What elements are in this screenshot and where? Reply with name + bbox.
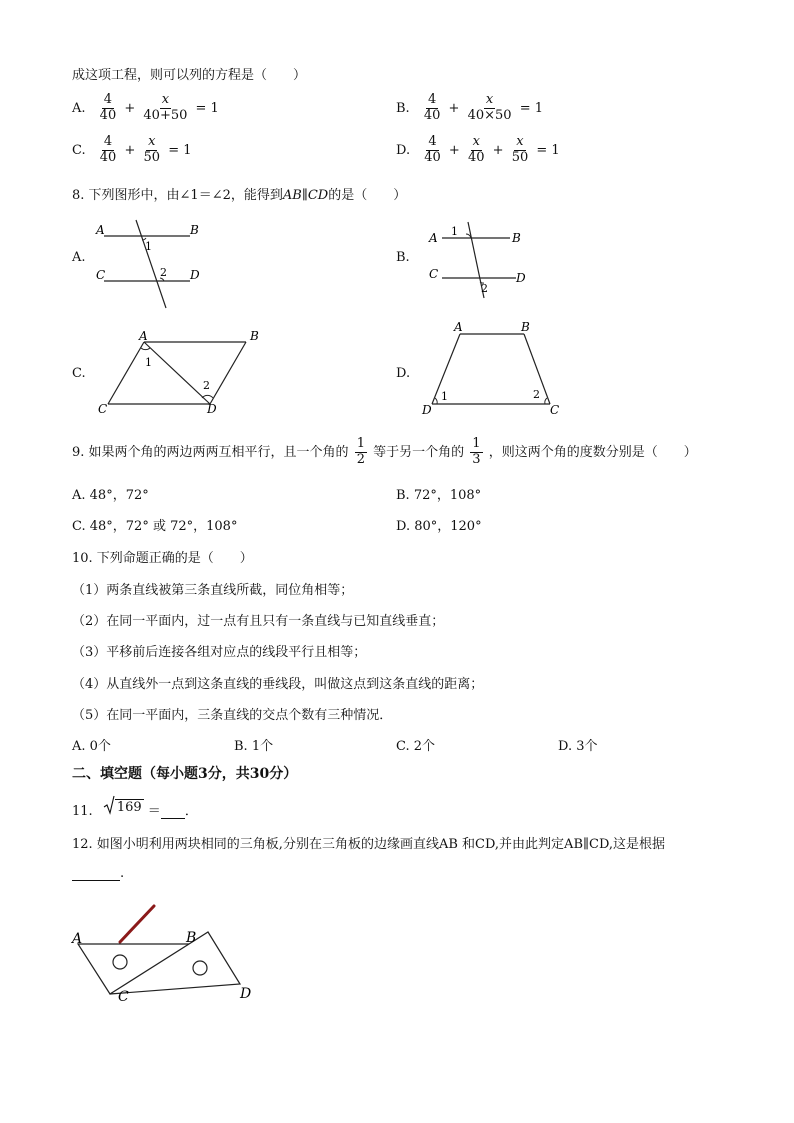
fig-angle-1: 1 xyxy=(451,225,458,238)
answer-blank[interactable] xyxy=(72,880,120,881)
q10-option-d: D. 3个 xyxy=(558,739,598,754)
q7-stem: 成这项工程，则可以列的方程是（ ） xyxy=(72,68,307,83)
fig-label-c: C xyxy=(550,403,560,417)
fig-label-b: B xyxy=(186,930,197,946)
q9-option-d: D. 80°，120° xyxy=(396,519,482,534)
fig-label-c: C xyxy=(429,267,439,281)
q7-option-d: D. $\frac{4}{40}$ + $\frac{x}{40}$ + $\frac{x}{50}$ = 1 xyxy=(396,134,560,165)
q8-stem: 8. 下列图形中，由∠1＝∠2，能得到AB∥CD的是（ ） xyxy=(72,188,407,203)
q10-option-c: C. 2个 xyxy=(396,739,436,754)
fig-angle-1: 1 xyxy=(441,390,448,403)
fig-label-a: A xyxy=(454,320,463,334)
q10-item: （2）在同一平面内，过一点有且只有一条直线与已知直线垂直； xyxy=(72,614,445,629)
q10-item: （1）两条直线被第三条直线所截，同位角相等； xyxy=(72,583,354,598)
fig-label-b: B xyxy=(521,320,530,334)
fraction: $\frac{x}{40+50}$ xyxy=(143,92,188,123)
q8-figure-c xyxy=(92,326,262,418)
q11: 11. 169 ＝ ． xyxy=(72,795,198,819)
q12-figure xyxy=(66,898,266,1008)
q7-option-a: A. $\frac{4}{40}$ + $\frac{x}{40+50}$ = 1 xyxy=(72,92,219,123)
fig-label-a: A xyxy=(139,329,148,343)
q10-option-a: A. 0个 xyxy=(72,739,111,754)
fraction: $\frac{x}{50}$ xyxy=(143,134,161,165)
fig-label-c: C xyxy=(118,989,129,1005)
fig-label-d: D xyxy=(207,402,217,416)
q8-figure-d xyxy=(420,318,570,418)
q12-stem: 12. 如图小明利用两块相同的三角板,分别在三角板的边缘画直线AB 和CD,并由此判定AB∥CD,这是根据 xyxy=(72,837,666,852)
pencil-icon xyxy=(120,906,154,942)
q8-figure-b xyxy=(420,218,540,303)
fig-angle-2: 2 xyxy=(160,266,167,279)
fig-label-d: D xyxy=(190,268,200,282)
q9-stem: 9. 如果两个角的两边两两互相平行，且一个角的 $\frac{1}{2}$ 等于另一个角的 $\frac{1}{3}$ ，则这两个角的度数分别是（ ） xyxy=(72,436,697,467)
fig-angle-2: 2 xyxy=(203,379,210,392)
option-label: D. xyxy=(396,142,411,158)
fig-label-b: B xyxy=(512,231,521,245)
q8-option-b-label: B. xyxy=(396,250,410,265)
option-label: B. xyxy=(396,100,410,116)
fraction: $\frac{1}{2}$ xyxy=(356,436,365,467)
answer-blank[interactable] xyxy=(161,818,185,819)
sqrt-expression: 169 xyxy=(103,795,144,815)
sqrt-sign-icon xyxy=(103,795,115,815)
option-label: C. xyxy=(72,142,86,158)
fig-angle-2: 2 xyxy=(533,388,540,401)
q9-option-b: B. 72°，108° xyxy=(396,488,482,503)
fig-label-b: B xyxy=(250,329,259,343)
fig-label-d: D xyxy=(240,986,252,1002)
section-title: 二、填空题（每小题3分，共30分） xyxy=(72,766,298,782)
fig-label-b: B xyxy=(190,223,199,237)
q10-item: （3）平移前后连接各组对应点的线段平行且相等； xyxy=(72,645,367,660)
q8-figure-a xyxy=(92,218,212,313)
fraction: $\frac{1}{3}$ xyxy=(472,436,481,467)
q8-option-d-label: D. xyxy=(396,366,411,381)
q7-option-b: B. $\frac{4}{40}$ + $\frac{x}{40\times 50}$ = 1 xyxy=(396,92,543,123)
q8-option-a-label: A. xyxy=(72,250,86,265)
q8-condition: AB∥CD xyxy=(282,188,329,203)
fig-label-d: D xyxy=(516,271,526,285)
fig-label-a: A xyxy=(96,223,105,237)
fig-angle-2: 2 xyxy=(481,282,488,295)
fig-label-c: C xyxy=(96,268,106,282)
q8-option-c-label: C. xyxy=(72,366,86,381)
q9-option-c: C. 48°，72° 或 72°，108° xyxy=(72,519,238,534)
fraction: $\frac{x}{40}$ xyxy=(467,134,485,165)
option-label: A. xyxy=(72,100,86,116)
q9-option-a: A. 48°，72° xyxy=(72,488,149,503)
fraction: $\frac{x}{50}$ xyxy=(511,134,529,165)
fig-label-a: A xyxy=(72,931,83,947)
q10-item: （4）从直线外一点到这条直线的垂线段，叫做这点到这条直线的距离； xyxy=(72,677,484,692)
fraction: $\frac{4}{40}$ xyxy=(99,134,117,165)
fig-angle-1: 1 xyxy=(145,240,152,253)
fig-angle-1: 1 xyxy=(145,356,152,369)
fraction: $\frac{4}{40}$ xyxy=(99,92,117,123)
q10-stem: 10. 下列命题正确的是（ ） xyxy=(72,551,253,566)
fig-label-d: D xyxy=(422,403,432,417)
fig-label-c: C xyxy=(98,402,108,416)
q12-answer-line: . xyxy=(72,866,124,881)
fraction: $\frac{4}{40}$ xyxy=(423,92,441,123)
q10-item: （5）在同一平面内，三条直线的交点个数有三种情况． xyxy=(72,708,393,723)
fraction: $\frac{x}{40\times 50}$ xyxy=(467,92,512,123)
fraction: $\frac{4}{40}$ xyxy=(424,134,441,165)
fig-label-a: A xyxy=(429,231,438,245)
q7-option-c: C. $\frac{4}{40}$ + $\frac{x}{50}$ = 1 xyxy=(72,134,192,165)
q10-option-b: B. 1个 xyxy=(234,739,274,754)
